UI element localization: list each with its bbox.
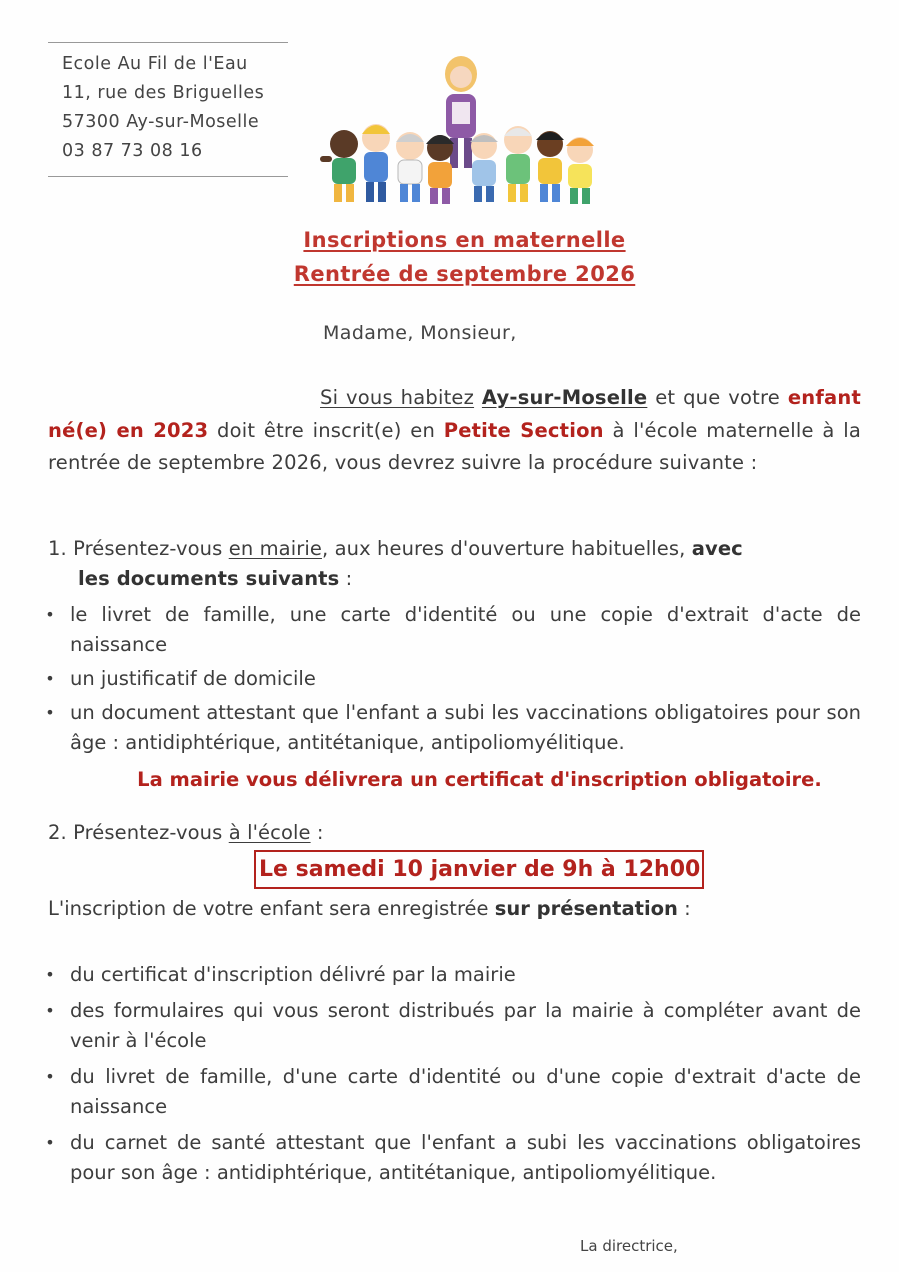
presentation-prefix: L'inscription de votre enfant sera enregistrée [48,897,489,920]
list-item: • des formulaires qui vous seront distribués par la mairie à compléter avant de venir à l'école [48,996,861,1056]
presentation-suffix: : [677,897,691,920]
address-top-rule [48,42,288,43]
bullet-icon: • [45,965,55,984]
bullet-icon: • [45,605,55,624]
school-street: 11, rue des Briguelles [62,83,265,103]
child-2 [362,124,390,202]
page-title-line-2: Rentrée de septembre 2026 [293,262,636,286]
bullet-icon: • [45,669,55,688]
step-1-suffix: : [339,567,353,590]
step-2-prefix: 2. Présentez-vous [48,821,223,844]
intro-child-year: enfant né(e) en 2023 [48,386,862,442]
child-6 [504,126,532,202]
step-1-place: en mairie [228,537,322,560]
intro-part-2: et que votre [655,386,780,409]
children-teacher-illustration [318,52,608,210]
address-bottom-rule [48,176,288,177]
step-1-prefix: 1. Présentez-vous [48,537,223,560]
school-city: 57300 Ay-sur-Moselle [62,112,260,132]
intro-town: Ay-sur-Moselle [481,386,648,409]
child-7 [536,131,564,202]
mairie-certificate-note: La mairie vous délivrera un certificat d'inscription obligatoire. [137,768,822,791]
school-name: Ecole Au Fil de l'Eau [62,54,248,74]
list-item: • le livret de famille, une carte d'identité ou une copie d'extrait d'acte de naissance [48,600,861,660]
list-item: • du carnet de santé attestant que l'enfant a subi les vaccinations obligatoires pour son âge : antidiphtérique, antitétanique, antipoliomyélitique. [48,1128,861,1188]
intro-part-4: à l'école maternelle à la rentrée de septembre 2026, vous devrez suivre la procédure suivante : [48,418,862,474]
registration-date-box: Le samedi 10 janvier de 9h à 12h00 [254,850,704,889]
step-2-place: à l'école [228,821,311,844]
signature-name-cropped [580,1262,710,1272]
step-1-heading [48,534,848,594]
step-1-mid: , aux heures d'ouverture habituelles, [321,537,686,560]
greeting: Madame, Monsieur, [323,322,517,344]
bullet-icon: • [45,1133,55,1152]
school-address-block [62,50,264,166]
list-item: • du livret de famille, d'une carte d'identité ou d'une copie d'extrait d'acte de naissance [48,1062,861,1122]
child-1 [320,130,358,202]
child-5 [470,133,498,202]
intro-part-3: doit être inscrit(e) en [217,418,435,442]
bullet-icon: • [45,703,55,722]
child-3 [396,132,424,202]
step-2-heading [48,818,324,848]
intro-part-1: Si vous habitez [320,386,475,409]
step-1-document-list [45,600,861,762]
step-2-suffix: : [310,821,324,844]
step-2-document-list [45,960,861,1194]
child-8 [566,137,594,204]
presentation-bold: sur présentation [494,897,678,920]
bullet-icon: • [45,1001,55,1020]
list-item: • un document attestant que l'enfant a subi les vaccinations obligatoires pour son âge : antidiphtérique, antitétanique, antipoliomyélitique. [48,698,861,758]
list-item: • un justificatif de domicile [48,664,861,694]
bullet-icon: • [45,1067,55,1086]
presentation-line [48,897,691,920]
child-4 [426,135,454,204]
list-item: • du certificat d'inscription délivré par la mairie [48,960,861,990]
signature-role: La directrice, [580,1237,678,1255]
page-title-line-1: Inscriptions en maternelle [303,228,626,252]
step-1-bold-2: les documents suivants [78,567,340,590]
school-phone: 03 87 73 08 16 [62,141,203,161]
step-1-bold-1: avec [691,537,743,560]
intro-paragraph [48,382,861,480]
intro-section: Petite Section [443,418,604,442]
